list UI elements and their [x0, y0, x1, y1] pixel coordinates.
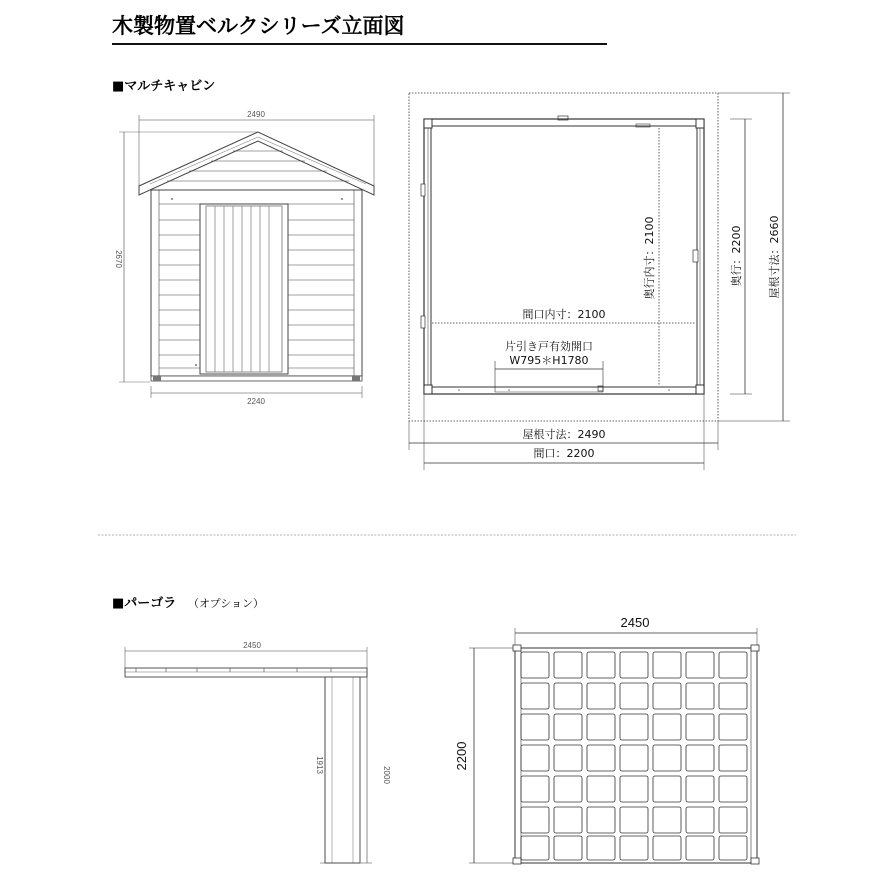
plan-door-size: W795＊H1780 [509, 354, 589, 367]
pergola-side-elevation [125, 647, 372, 863]
front-width-bottom-label: 2240 [247, 397, 265, 406]
front-width-top-label: 2490 [247, 110, 265, 119]
lattice-grid [521, 652, 747, 860]
plan-roof-width-label: 屋根寸法：2490 [522, 428, 606, 441]
section-note-option: （オプション） [188, 597, 265, 610]
front-height-label: 2670 [114, 250, 123, 268]
section-label-multi-cabin: ■マルチキャビン [112, 79, 216, 94]
pergola-plan-depth-label: 2200 [454, 741, 469, 771]
plan-width-label: 間口：2200 [533, 447, 595, 460]
pergola-side-height-outer-label: 2000 [382, 766, 391, 784]
sliding-door [200, 204, 288, 374]
plan-inner-depth-label: 奥行内寸：2100 [643, 216, 656, 300]
shed-front-elevation [119, 115, 374, 398]
plan-door-label: 片引き戸有効開口 [505, 340, 593, 353]
pergola-plan-width-label: 2450 [620, 615, 650, 630]
plan-roof-depth-label: 屋根寸法：2660 [768, 215, 781, 299]
pergola-plan-view [469, 628, 759, 864]
plan-inner-width-label: 間口内寸：2100 [522, 308, 606, 321]
pergola-side-width-label: 2450 [243, 641, 261, 650]
pergola-side-height-inner-label: 1913 [315, 756, 324, 774]
plan-depth-label: 奥行：2200 [730, 225, 743, 287]
page-title: 木製物置ベルクシリーズ立面図 [112, 14, 405, 38]
section-label-pergola: ■パーゴラ [112, 596, 177, 611]
